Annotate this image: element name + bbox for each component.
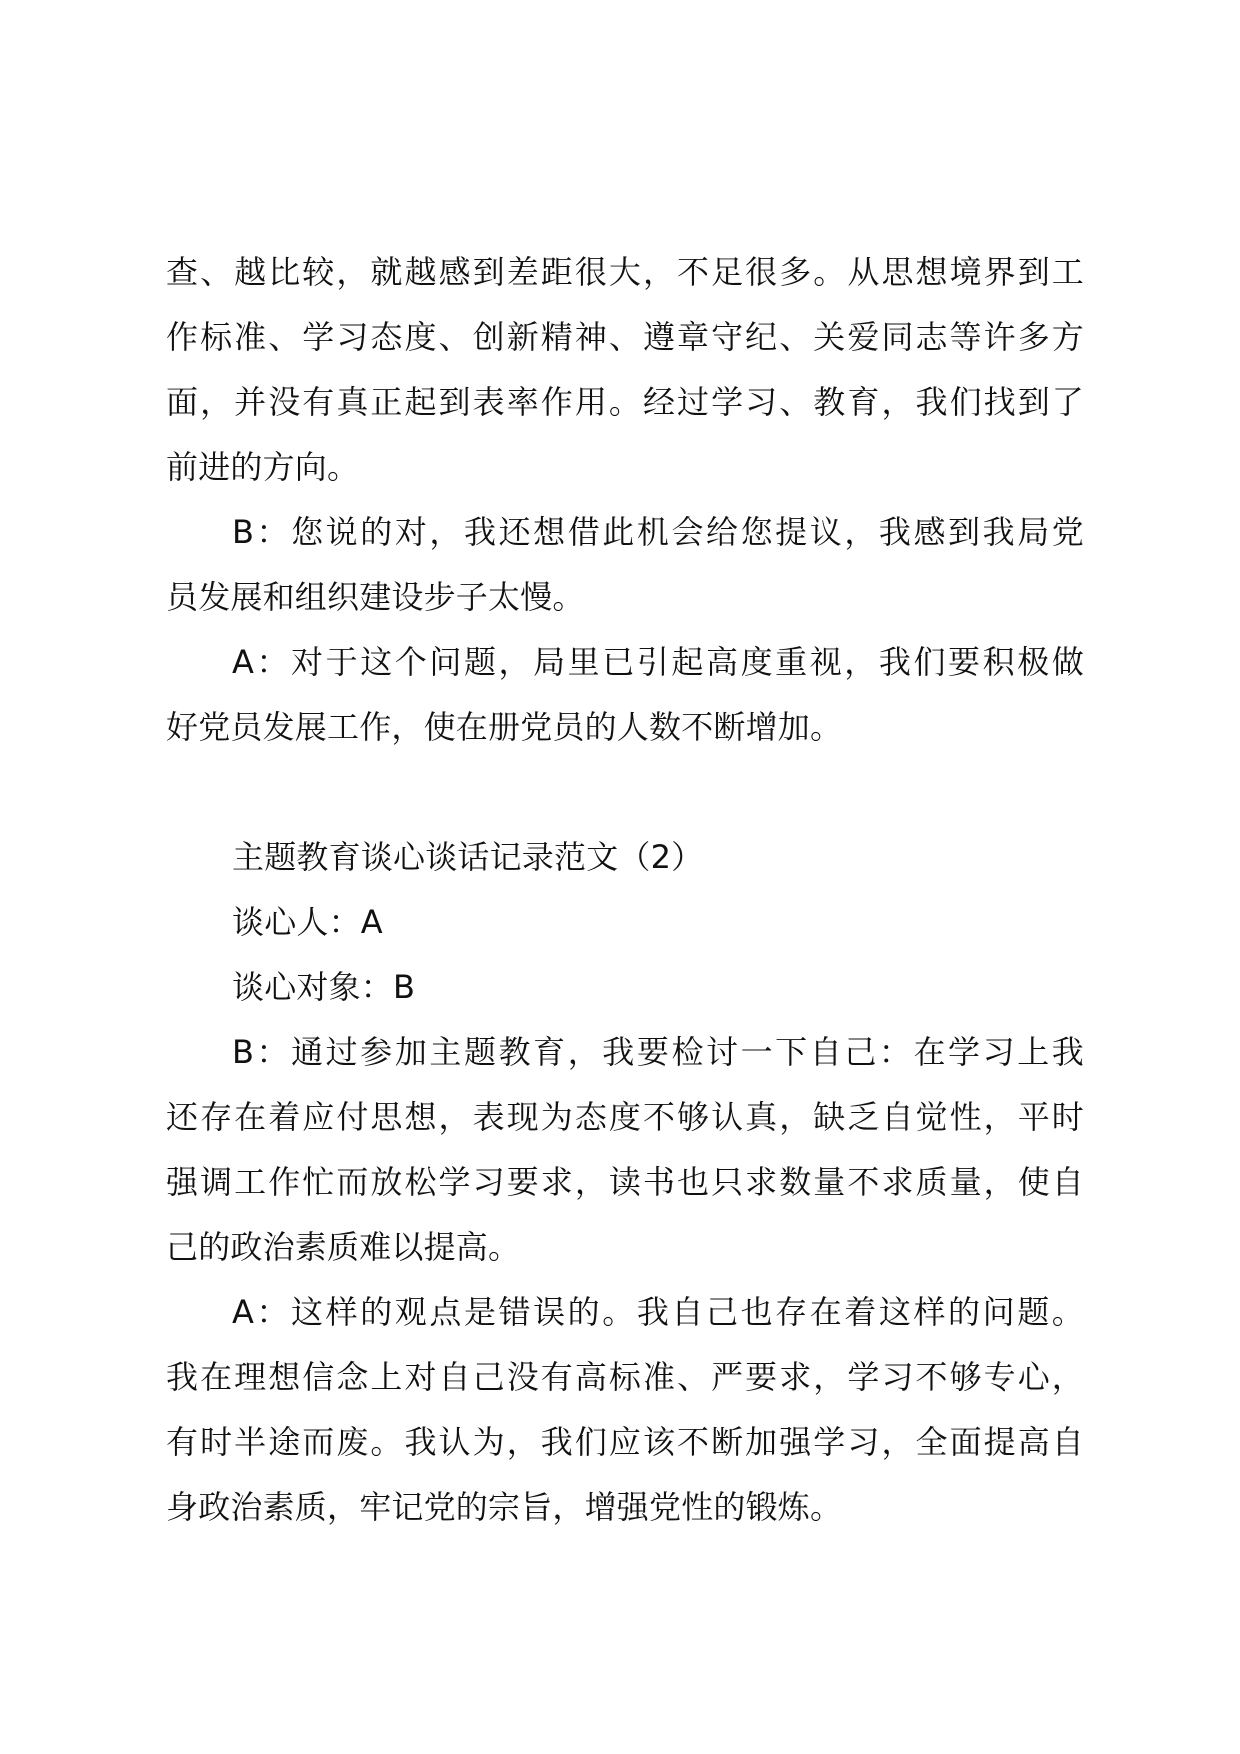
text-line: 好党员发展工作，使在册党员的人数不断增加。 bbox=[166, 708, 843, 746]
talker-line: 谈心人：A bbox=[232, 903, 383, 941]
text-line: 还存在着应付思想，表现为态度不够认真，缺乏自觉性，平时 bbox=[166, 1098, 1084, 1136]
text-line: 我在理想信念上对自己没有高标准、严要求，学习不够专心， bbox=[166, 1358, 1084, 1396]
section-spacer bbox=[166, 760, 1084, 825]
paragraph bbox=[166, 500, 1084, 630]
paragraph bbox=[166, 1280, 1084, 1540]
text-line: 作标准、学习态度、创新精神、遵章守纪、关爱同志等许多方 bbox=[166, 318, 1084, 356]
text-line: A：这样的观点是错误的。我自己也存在着这样的问题。 bbox=[232, 1293, 1084, 1331]
text-line: 面，并没有真正起到表率作用。经过学习、教育，我们找到了 bbox=[166, 383, 1084, 421]
paragraph bbox=[166, 630, 1084, 760]
text-line: B：您说的对，我还想借此机会给您提议，我感到我局党 bbox=[232, 513, 1084, 551]
text-line: 己的政治素质难以提高。 bbox=[166, 1228, 521, 1266]
paragraph bbox=[166, 1020, 1084, 1280]
text-line: 员发展和组织建设步子太慢。 bbox=[166, 578, 585, 616]
text-line: 有时半途而废。我认为，我们应该不断加强学习，全面提高自 bbox=[166, 1423, 1084, 1461]
text-line: A：对于这个问题，局里已引起高度重视，我们要积极做 bbox=[232, 643, 1084, 681]
text-line: 查、越比较，就越感到差距很大，不足很多。从思想境界到工 bbox=[166, 253, 1084, 291]
text-line: 强调工作忙而放松学习要求，读书也只求数量不求质量，使自 bbox=[166, 1163, 1084, 1201]
section-title: 主题教育谈心谈话记录范文（2） bbox=[232, 838, 704, 876]
document-body bbox=[166, 240, 1084, 1540]
text-line: B：通过参加主题教育，我要检讨一下自己：在学习上我 bbox=[232, 1033, 1084, 1071]
text-line: 身政治素质，牢记党的宗旨，增强党性的锻炼。 bbox=[166, 1488, 843, 1526]
target-line: 谈心对象：B bbox=[232, 968, 416, 1006]
paragraph bbox=[166, 240, 1084, 500]
text-line: 前进的方向。 bbox=[166, 448, 360, 486]
